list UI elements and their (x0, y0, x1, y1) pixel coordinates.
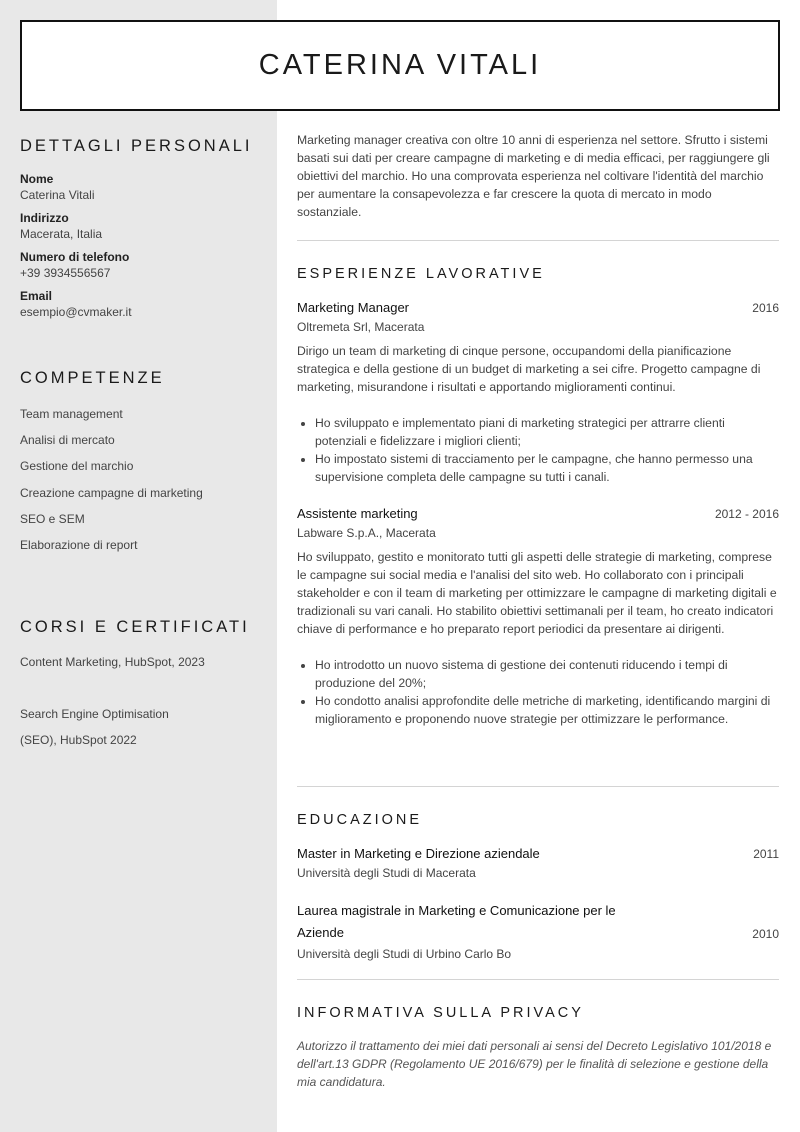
detail-label: Indirizzo (20, 211, 69, 225)
courses-title: CORSI E CERTIFICATI (20, 618, 250, 636)
job-company: Labware S.p.A., Macerata (297, 526, 436, 540)
experience-title: ESPERIENZE LAVORATIVE (297, 266, 545, 282)
summary-section (297, 131, 779, 221)
job-achievements (297, 656, 779, 728)
detail-phone (20, 250, 265, 289)
education-entry (297, 846, 779, 880)
education-entry (297, 900, 779, 961)
degree-title: Laurea magistrale in Marketing e Comunicazione per le Aziende (297, 903, 616, 940)
degree-date: 2010 (752, 927, 779, 941)
courses-section (20, 618, 265, 753)
detail-value: +39 3934556567 (20, 266, 111, 280)
job-description: Ho sviluppato, gestito e monitorato tutti gli aspetti delle strategie di marketing, comprese le campagne sui social media e l'analisi del sito web. Ho collaborato con i principali stakeholder e con il team di marketing per ottimizzare le campagne di marketing digitali e tradizionali su vari canali. Ho stabilito obiettivi settimanali per il team, ho creato indicatori chiave di performance e ho preparato report periodici da presentare ai dirigenti. (297, 550, 777, 636)
detail-email (20, 289, 265, 320)
divider (297, 240, 779, 241)
course-item: Search Engine Optimisation (SEO), HubSpot 2022 (20, 707, 169, 747)
detail-label: Nome (20, 172, 54, 186)
skill-item: Gestione del marchio (20, 459, 134, 474)
divider (297, 979, 779, 980)
skill-item: Team management (20, 407, 123, 421)
skill-item: Creazione campagne di marketing (20, 485, 203, 500)
name-header (20, 20, 780, 111)
personal-details-section (20, 137, 265, 320)
detail-value: Macerata, Italia (20, 227, 103, 241)
skill-item: SEO e SEM (20, 511, 85, 526)
degree-school: Università degli Studi di Urbino Carlo Bo (297, 947, 512, 961)
degree-school: Università degli Studi di Macerata (297, 866, 476, 880)
job-entry (297, 506, 779, 728)
detail-label: Email (20, 289, 53, 303)
degree-title: Master in Marketing e Direzione aziendale (297, 846, 540, 861)
personal-details-title: DETTAGLI PERSONALI (20, 137, 253, 155)
course-item: Content Marketing, HubSpot, 2023 (20, 655, 205, 669)
education-title: EDUCAZIONE (297, 812, 423, 828)
achievement-item: • Ho condotto analisi approfondite delle metriche di marketing, identificando margini di miglioramento e proponendo nuove strategie per ottimizzare le performance. (315, 692, 779, 728)
job-date: 2016 (752, 301, 779, 315)
job-company: Oltremeta Srl, Macerata (297, 320, 425, 334)
job-title: Assistente marketing (297, 506, 418, 521)
job-title: Marketing Manager (297, 300, 409, 315)
skills-section (20, 369, 265, 563)
detail-value: esempio@cvmaker.it (20, 305, 132, 319)
detail-label: Numero di telefono (20, 250, 130, 264)
achievement-item: • Ho impostato sistemi di tracciamento per le campagne, che hanno permesso una supervisione completa delle campagne su tutti i canali. (315, 450, 779, 486)
degree-date: 2011 (753, 847, 779, 861)
achievement-item: • Ho introdotto un nuovo sistema di gestione dei contenuti riducendo i tempi di produzione del 20%; (315, 656, 779, 692)
achievement-item: • Ho sviluppato e implementato piani di marketing strategici per attrarre clienti potenziali e fidelizzare i migliori clienti; (315, 414, 779, 450)
skill-item: Analisi di mercato (20, 433, 115, 448)
privacy-section (297, 1037, 779, 1091)
skills-title: COMPETENZE (20, 369, 165, 387)
job-entry (297, 300, 779, 486)
job-achievements (297, 414, 779, 486)
detail-name (20, 172, 265, 211)
profile-summary: Marketing manager creativa con oltre 10 anni di esperienza nel settore. Sfrutto i sistemi basati sui dati per creare campagne di marketing e di media efficaci, per raggiungere gli obiettivi del marchio. Ho una comprovata esperienza nel coltivare l'identità del marchio per aumentare la consapevolezza e far crescere la quota di mercato in modo sostanziale. (297, 133, 770, 219)
job-date: 2012 - 2016 (714, 507, 779, 521)
job-description: Dirigo un team di marketing di cinque persone, occupandomi della pianificazione strategica e della gestione di un budget di marketing a sei cifre. Progetto campagne di marketing, misurandone i risultati e apportando miglioramenti continui. (297, 344, 761, 394)
skill-item: Elaborazione di report (20, 537, 138, 552)
privacy-title: INFORMATIVA SULLA PRIVACY (297, 1005, 584, 1021)
divider (297, 786, 779, 787)
detail-address (20, 211, 265, 250)
privacy-text: Autorizzo il trattamento dei miei dati personali ai sensi del Decreto Legislativo 101/2018 e dell'art.13 GDPR (Regolamento UE 2016/679) per le finalità di selezione e gestione della mia candidatura. (297, 1039, 772, 1089)
candidate-name: CATERINA VITALI (258, 49, 542, 81)
detail-value: Caterina Vitali (20, 188, 95, 202)
